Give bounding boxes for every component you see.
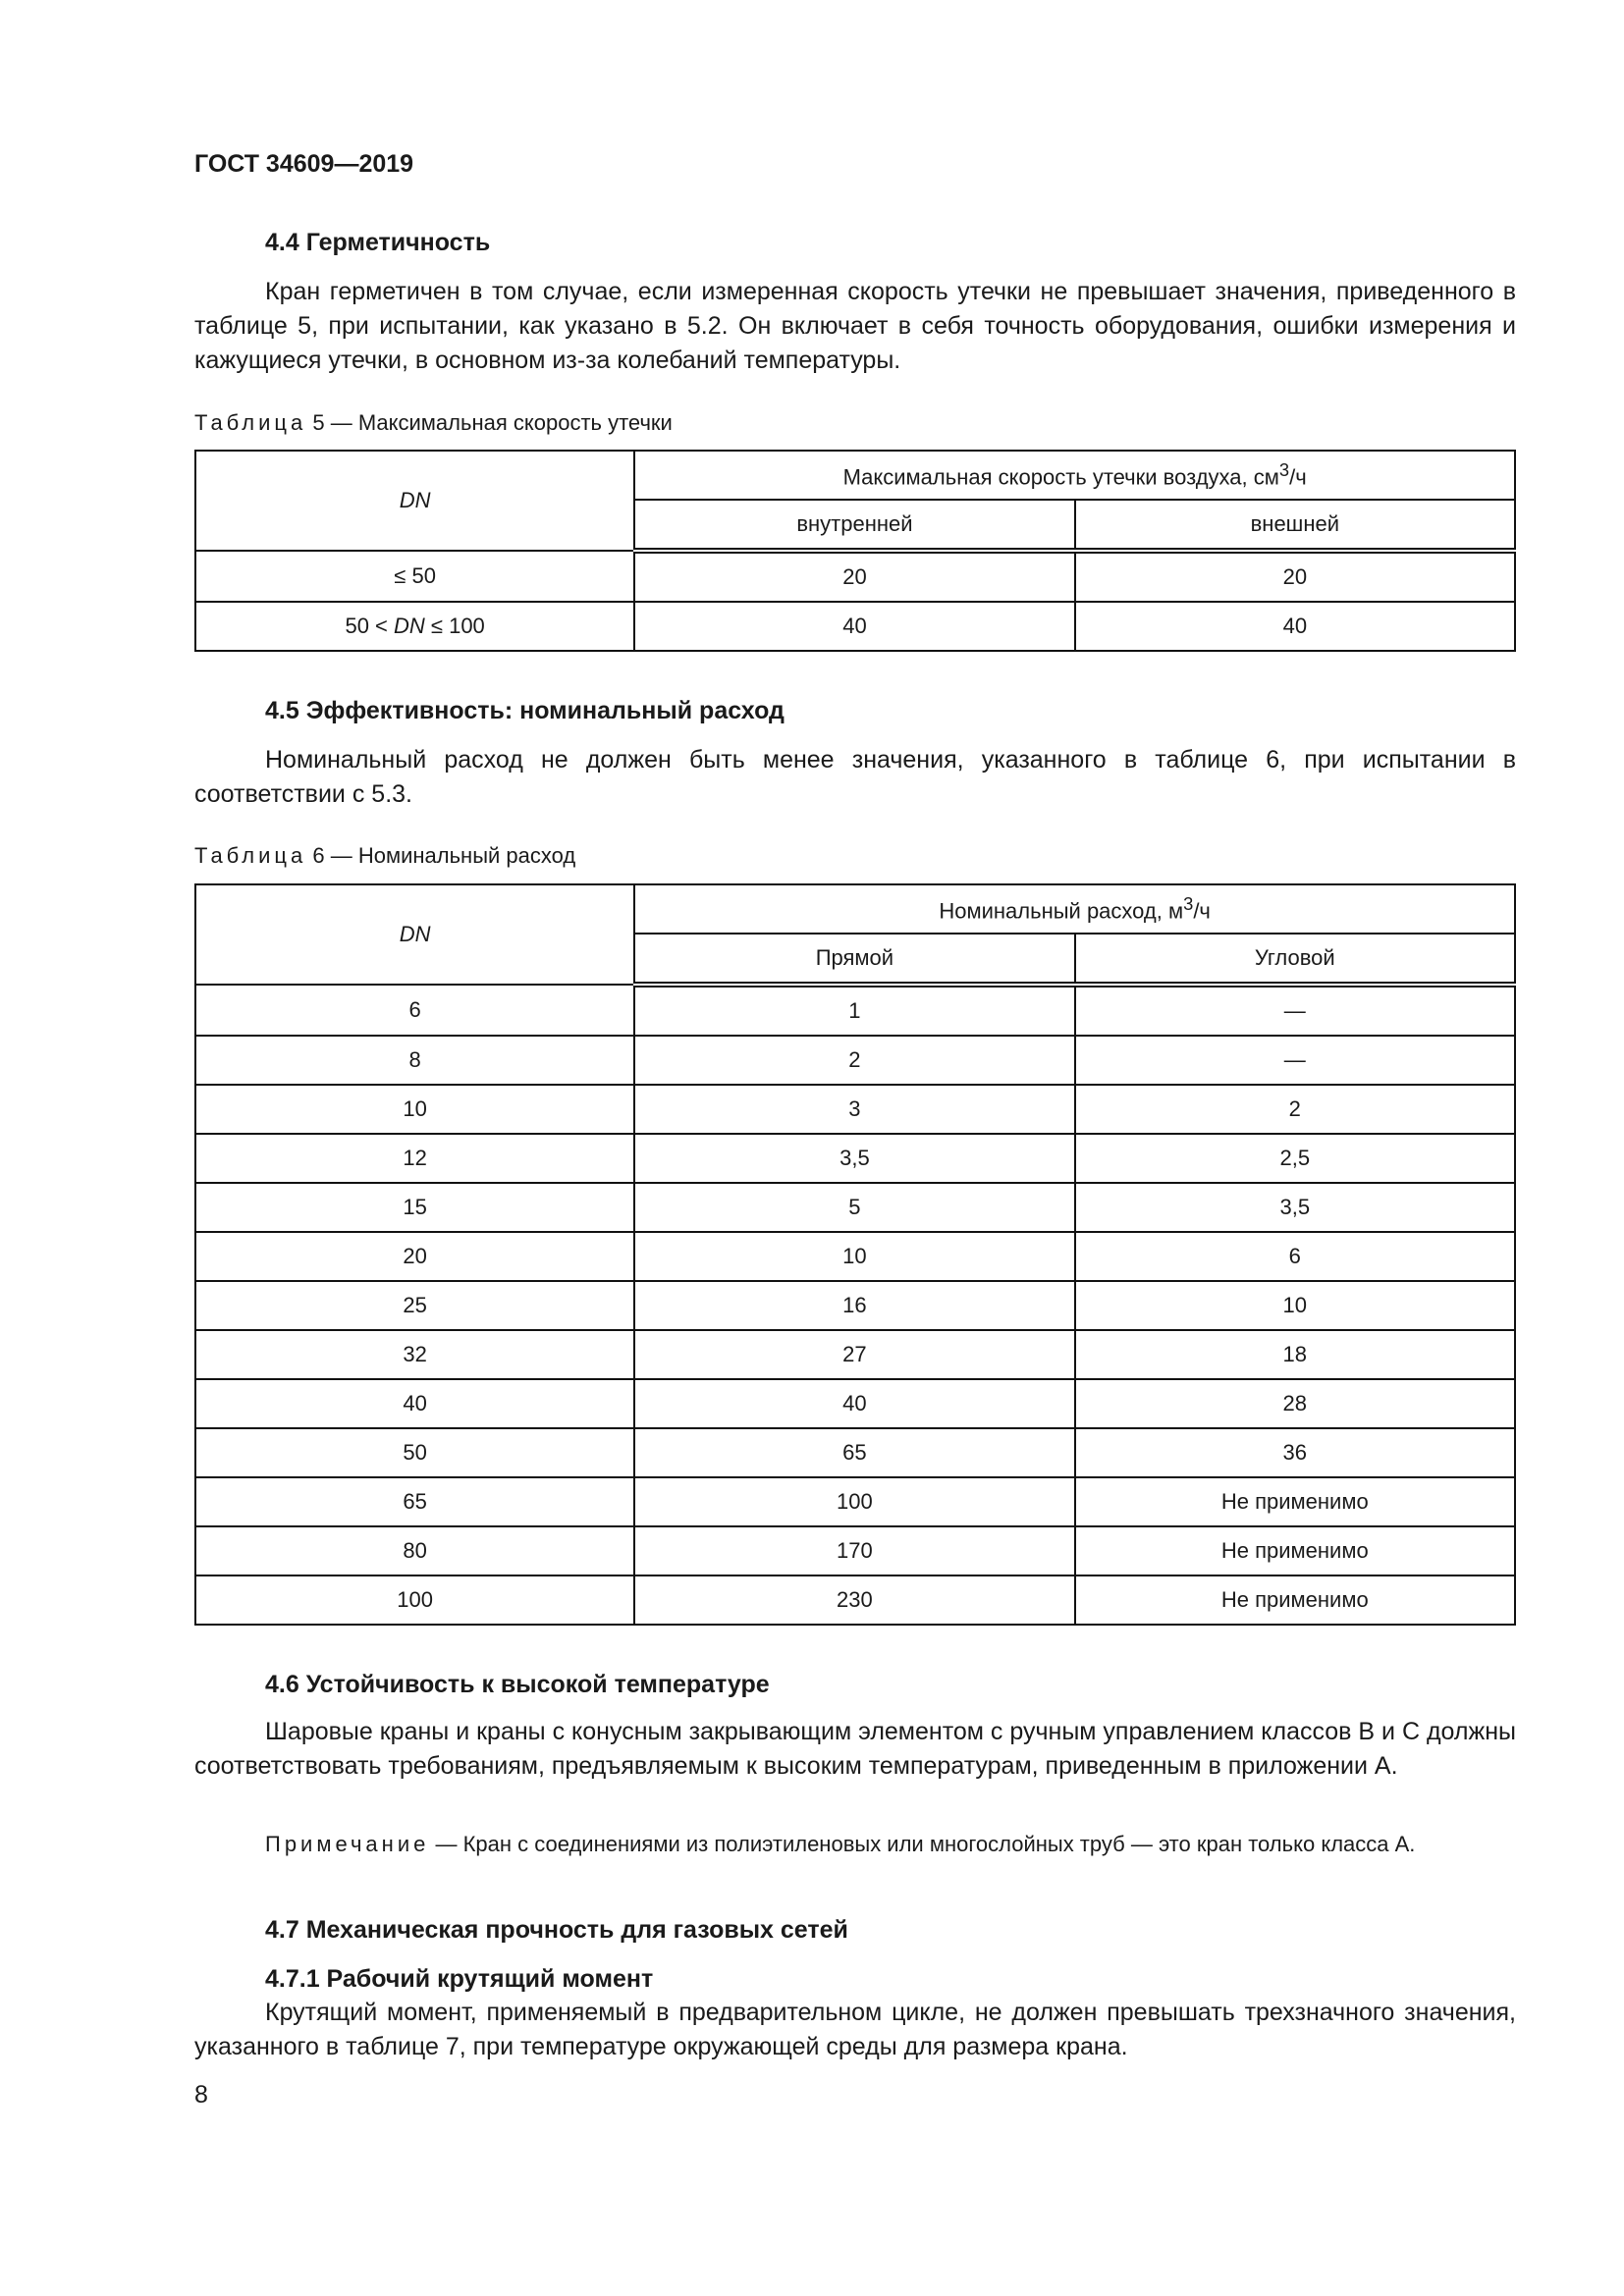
- cell: 3: [634, 1085, 1074, 1134]
- section-4-6-text: Шаровые краны и краны с конусным закрывающим элементом с ручным управлением классов В и С должны соответствовать требованиям, предъявляемым к высоким температурам, приведенным в приложении А.: [194, 1718, 1516, 1780]
- cell: 40: [634, 1379, 1074, 1428]
- cell: 36: [1075, 1428, 1515, 1477]
- page-number: 8: [194, 2081, 208, 2109]
- caption-prefix: Таблица: [194, 843, 307, 868]
- sub-header: внешней: [1075, 500, 1515, 551]
- cell-dn: 100: [195, 1575, 634, 1625]
- cell: 3,5: [634, 1134, 1074, 1183]
- cell-dn: 32: [195, 1330, 634, 1379]
- sub-header: Угловой: [1075, 934, 1515, 985]
- cell-dn: [195, 602, 634, 651]
- section-4-5-text: Номинальный расход не должен быть менее значения, указанного в таблице 6, при испытании в соответствии с 5.3.: [194, 746, 1516, 808]
- dn-text: ≤ 100: [424, 614, 485, 638]
- cell: 1: [634, 985, 1074, 1036]
- note-text: — Кран с соединениями из полиэтиленовых или многослойных труб — это кран только класса А.: [429, 1832, 1416, 1856]
- table-row: [195, 1036, 1515, 1085]
- table-row: [195, 1134, 1515, 1183]
- unit-rest: /ч: [1193, 898, 1211, 924]
- table6: [194, 883, 1516, 1626]
- cell-dn: 65: [195, 1477, 634, 1526]
- table-row: [195, 602, 1515, 651]
- table-row: [195, 551, 1515, 602]
- note-label: Примечание: [265, 1832, 430, 1856]
- table-row: [195, 1477, 1515, 1526]
- cell-dn: 80: [195, 1526, 634, 1575]
- cell: 40: [1075, 602, 1515, 651]
- section-4-4-text: Кран герметичен в том случае, если измеренная скорость утечки не превышает значения, приведенного в таблице 5, при испытании, как указано в 5.2. Он включает в себя точность оборудования, ошибки измерения и кажущиеся утечки, в основном из-за колебаний температуры.: [194, 278, 1516, 374]
- dn-text: ≤ 50: [394, 563, 436, 588]
- table-row: [195, 1526, 1515, 1575]
- group-header-text: Максимальная скорость утечки воздуха, см: [842, 464, 1279, 490]
- cell: 100: [634, 1477, 1074, 1526]
- cell: 3,5: [1075, 1183, 1515, 1232]
- cell-dn: 15: [195, 1183, 634, 1232]
- table-row: [195, 1428, 1515, 1477]
- unit-rest: /ч: [1289, 464, 1307, 490]
- table-row: [195, 1330, 1515, 1379]
- table-row: [195, 1379, 1515, 1428]
- section-4-5-heading: 4.5 Эффективность: номинальный расход: [265, 697, 785, 724]
- cell-dn: 40: [195, 1379, 634, 1428]
- unit-sup: 3: [1183, 893, 1194, 915]
- unit-sup: 3: [1278, 459, 1290, 481]
- table-row: [195, 1575, 1515, 1625]
- document-id: ГОСТ 34609—2019: [194, 150, 414, 178]
- cell: 230: [634, 1575, 1074, 1625]
- cell: 2,5: [1075, 1134, 1515, 1183]
- cell-dn: 8: [195, 1036, 634, 1085]
- caption-title: 6 — Номинальный расход: [306, 843, 576, 868]
- cell-dn: 25: [195, 1281, 634, 1330]
- col-dn-header: DN: [195, 884, 634, 985]
- cell: 28: [1075, 1379, 1515, 1428]
- note: [194, 1829, 1516, 1859]
- cell: 2: [634, 1036, 1074, 1085]
- section-4-7-1-text: Крутящий момент, применяемый в предварительном цикле, не должен превышать трехзначного значения, указанного в таблице 7, при температуре окружающей среды для размера крана.: [194, 1999, 1516, 2060]
- cell: Не применимо: [1075, 1526, 1515, 1575]
- caption-prefix: Таблица: [194, 410, 307, 435]
- group-header-text: Номинальный расход, м: [939, 898, 1184, 924]
- table-row: [195, 1183, 1515, 1232]
- cell: 5: [634, 1183, 1074, 1232]
- sub-header: внутренней: [634, 500, 1074, 551]
- section-4-7-heading: 4.7 Механическая прочность для газовых сетей: [265, 1916, 848, 1944]
- cell: —: [1075, 985, 1515, 1036]
- cell: 65: [634, 1428, 1074, 1477]
- cell: —: [1075, 1036, 1515, 1085]
- cell-dn: 6: [195, 985, 634, 1036]
- cell: 10: [634, 1232, 1074, 1281]
- dn-italic: DN: [394, 614, 425, 638]
- sub-header: Прямой: [634, 934, 1074, 985]
- cell: 27: [634, 1330, 1074, 1379]
- cell: 2: [1075, 1085, 1515, 1134]
- section-4-7-1-heading: 4.7.1 Рабочий крутящий момент: [265, 1965, 654, 1993]
- cell: 18: [1075, 1330, 1515, 1379]
- group-header: [634, 451, 1515, 500]
- cell-dn: 10: [195, 1085, 634, 1134]
- cell: 16: [634, 1281, 1074, 1330]
- cell: 6: [1075, 1232, 1515, 1281]
- cell: 170: [634, 1526, 1074, 1575]
- dn-text: 50 <: [345, 614, 394, 638]
- table-row: [195, 1281, 1515, 1330]
- cell: 40: [634, 602, 1074, 651]
- section-4-4-heading: 4.4 Герметичность: [265, 229, 491, 256]
- cell-dn: 12: [195, 1134, 634, 1183]
- cell-dn: 50: [195, 1428, 634, 1477]
- table6-caption: [194, 838, 1516, 873]
- table5: [194, 450, 1516, 652]
- cell-dn: 20: [195, 1232, 634, 1281]
- cell: 20: [634, 551, 1074, 602]
- cell: 10: [1075, 1281, 1515, 1330]
- cell-dn: [195, 551, 634, 602]
- col-dn-header: DN: [195, 451, 634, 551]
- table-row: [195, 1085, 1515, 1134]
- section-4-6-heading: 4.6 Устойчивость к высокой температуре: [265, 1671, 770, 1698]
- group-header: [634, 884, 1515, 934]
- cell: Не применимо: [1075, 1575, 1515, 1625]
- table-row: [195, 985, 1515, 1036]
- table-row: [195, 1232, 1515, 1281]
- caption-title: 5 — Максимальная скорость утечки: [306, 410, 673, 435]
- cell: Не применимо: [1075, 1477, 1515, 1526]
- cell: 20: [1075, 551, 1515, 602]
- table5-caption: [194, 405, 1516, 440]
